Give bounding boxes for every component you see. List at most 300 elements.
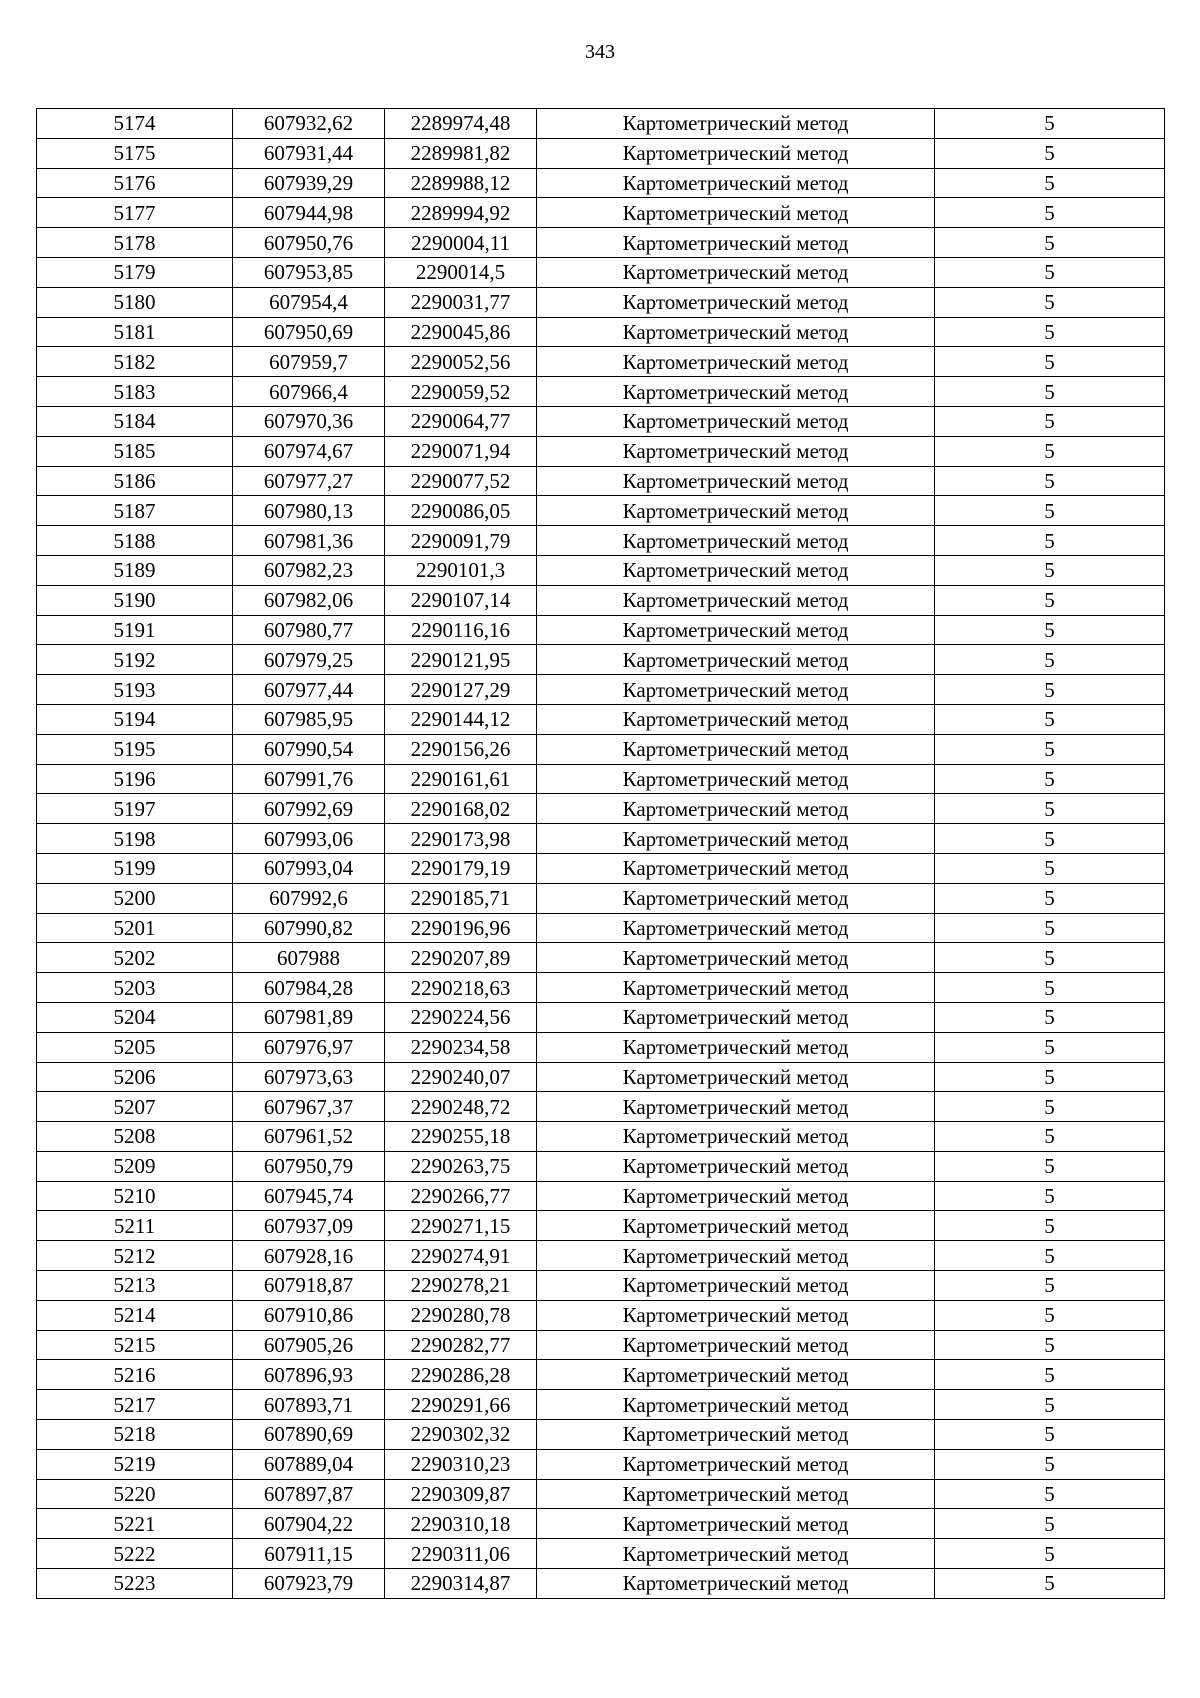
accuracy-cell: 5 <box>935 526 1165 556</box>
y-coordinate-cell: 2290280,78 <box>385 1300 537 1330</box>
table-row <box>37 1122 1165 1152</box>
method-cell: Картометрический метод <box>537 1449 935 1479</box>
method-cell: Картометрический метод <box>537 1181 935 1211</box>
y-coordinate-cell: 2290059,52 <box>385 377 537 407</box>
y-coordinate-cell: 2290274,91 <box>385 1241 537 1271</box>
point-number-cell: 5178 <box>37 228 233 258</box>
x-coordinate-cell: 607979,25 <box>233 645 385 675</box>
y-coordinate-cell: 2289994,92 <box>385 198 537 228</box>
point-number-cell: 5201 <box>37 913 233 943</box>
y-coordinate-cell: 2290077,52 <box>385 466 537 496</box>
method-cell: Картометрический метод <box>537 555 935 585</box>
x-coordinate-cell: 607897,87 <box>233 1479 385 1509</box>
method-cell: Картометрический метод <box>537 228 935 258</box>
point-number-cell: 5184 <box>37 406 233 436</box>
y-coordinate-cell: 2290248,72 <box>385 1092 537 1122</box>
table-row <box>37 406 1165 436</box>
method-cell: Картометрический метод <box>537 1241 935 1271</box>
table-row <box>37 1569 1165 1599</box>
x-coordinate-cell: 607931,44 <box>233 138 385 168</box>
table-row <box>37 585 1165 615</box>
accuracy-cell: 5 <box>935 1181 1165 1211</box>
point-number-cell: 5204 <box>37 1002 233 1032</box>
point-number-cell: 5215 <box>37 1330 233 1360</box>
table-row <box>37 1479 1165 1509</box>
x-coordinate-cell: 607982,23 <box>233 555 385 585</box>
accuracy-cell: 5 <box>935 645 1165 675</box>
accuracy-cell: 5 <box>935 406 1165 436</box>
accuracy-cell: 5 <box>935 675 1165 705</box>
accuracy-cell: 5 <box>935 1032 1165 1062</box>
page-number: 343 <box>585 41 615 63</box>
y-coordinate-cell: 2289981,82 <box>385 138 537 168</box>
point-number-cell: 5180 <box>37 287 233 317</box>
x-coordinate-cell: 607981,36 <box>233 526 385 556</box>
table-row <box>37 347 1165 377</box>
table-row <box>37 645 1165 675</box>
point-number-cell: 5206 <box>37 1062 233 1092</box>
table-row <box>37 1509 1165 1539</box>
y-coordinate-cell: 2290196,96 <box>385 913 537 943</box>
x-coordinate-cell: 607967,37 <box>233 1092 385 1122</box>
accuracy-cell: 5 <box>935 913 1165 943</box>
accuracy-cell: 5 <box>935 138 1165 168</box>
table-row <box>37 168 1165 198</box>
table-row <box>37 555 1165 585</box>
point-number-cell: 5220 <box>37 1479 233 1509</box>
method-cell: Картометрический метод <box>537 1211 935 1241</box>
point-number-cell: 5175 <box>37 138 233 168</box>
x-coordinate-cell: 607911,15 <box>233 1539 385 1569</box>
x-coordinate-cell: 607950,76 <box>233 228 385 258</box>
y-coordinate-cell: 2290179,19 <box>385 853 537 883</box>
method-cell: Картометрический метод <box>537 377 935 407</box>
method-cell: Картометрический метод <box>537 1569 935 1599</box>
method-cell: Картометрический метод <box>537 883 935 913</box>
x-coordinate-cell: 607896,93 <box>233 1360 385 1390</box>
table-row <box>37 794 1165 824</box>
x-coordinate-cell: 607910,86 <box>233 1300 385 1330</box>
y-coordinate-cell: 2290161,61 <box>385 764 537 794</box>
accuracy-cell: 5 <box>935 168 1165 198</box>
accuracy-cell: 5 <box>935 1479 1165 1509</box>
accuracy-cell: 5 <box>935 436 1165 466</box>
x-coordinate-cell: 607939,29 <box>233 168 385 198</box>
method-cell: Картометрический метод <box>537 1479 935 1509</box>
y-coordinate-cell: 2290309,87 <box>385 1479 537 1509</box>
method-cell: Картометрический метод <box>537 1330 935 1360</box>
y-coordinate-cell: 2290045,86 <box>385 317 537 347</box>
method-cell: Картометрический метод <box>537 436 935 466</box>
table-row <box>37 1449 1165 1479</box>
accuracy-cell: 5 <box>935 1062 1165 1092</box>
y-coordinate-cell: 2289974,48 <box>385 109 537 139</box>
x-coordinate-cell: 607928,16 <box>233 1241 385 1271</box>
accuracy-cell: 5 <box>935 555 1165 585</box>
method-cell: Картометрический метод <box>537 943 935 973</box>
accuracy-cell: 5 <box>935 794 1165 824</box>
table-row <box>37 257 1165 287</box>
accuracy-cell: 5 <box>935 257 1165 287</box>
method-cell: Картометрический метод <box>537 138 935 168</box>
method-cell: Картометрический метод <box>537 287 935 317</box>
method-cell: Картометрический метод <box>537 794 935 824</box>
x-coordinate-cell: 607961,52 <box>233 1122 385 1152</box>
y-coordinate-cell: 2290218,63 <box>385 973 537 1003</box>
point-number-cell: 5216 <box>37 1360 233 1390</box>
x-coordinate-cell: 607988 <box>233 943 385 973</box>
method-cell: Картометрический метод <box>537 257 935 287</box>
method-cell: Картометрический метод <box>537 1122 935 1152</box>
accuracy-cell: 5 <box>935 1330 1165 1360</box>
x-coordinate-cell: 607904,22 <box>233 1509 385 1539</box>
point-number-cell: 5222 <box>37 1539 233 1569</box>
method-cell: Картометрический метод <box>537 317 935 347</box>
point-number-cell: 5179 <box>37 257 233 287</box>
point-number-cell: 5194 <box>37 704 233 734</box>
y-coordinate-cell: 2290266,77 <box>385 1181 537 1211</box>
accuracy-cell: 5 <box>935 1300 1165 1330</box>
y-coordinate-cell: 2290116,16 <box>385 615 537 645</box>
y-coordinate-cell: 2290156,26 <box>385 734 537 764</box>
x-coordinate-cell: 607973,63 <box>233 1062 385 1092</box>
accuracy-cell: 5 <box>935 1122 1165 1152</box>
table-row <box>37 675 1165 705</box>
y-coordinate-cell: 2290207,89 <box>385 943 537 973</box>
method-cell: Картометрический метод <box>537 704 935 734</box>
point-number-cell: 5211 <box>37 1211 233 1241</box>
y-coordinate-cell: 2290071,94 <box>385 436 537 466</box>
x-coordinate-cell: 607991,76 <box>233 764 385 794</box>
accuracy-cell: 5 <box>935 1449 1165 1479</box>
accuracy-cell: 5 <box>935 883 1165 913</box>
table-row <box>37 1032 1165 1062</box>
x-coordinate-cell: 607976,97 <box>233 1032 385 1062</box>
y-coordinate-cell: 2290234,58 <box>385 1032 537 1062</box>
x-coordinate-cell: 607959,7 <box>233 347 385 377</box>
y-coordinate-cell: 2289988,12 <box>385 168 537 198</box>
y-coordinate-cell: 2290302,32 <box>385 1420 537 1450</box>
accuracy-cell: 5 <box>935 1211 1165 1241</box>
accuracy-cell: 5 <box>935 347 1165 377</box>
point-number-cell: 5210 <box>37 1181 233 1211</box>
x-coordinate-cell: 607977,27 <box>233 466 385 496</box>
point-number-cell: 5203 <box>37 973 233 1003</box>
table-row <box>37 1181 1165 1211</box>
x-coordinate-cell: 607954,4 <box>233 287 385 317</box>
accuracy-cell: 5 <box>935 585 1165 615</box>
table-row <box>37 853 1165 883</box>
accuracy-cell: 5 <box>935 1092 1165 1122</box>
y-coordinate-cell: 2290168,02 <box>385 794 537 824</box>
x-coordinate-cell: 607980,77 <box>233 615 385 645</box>
accuracy-cell: 5 <box>935 615 1165 645</box>
method-cell: Картометрический метод <box>537 1360 935 1390</box>
point-number-cell: 5193 <box>37 675 233 705</box>
method-cell: Картометрический метод <box>537 1002 935 1032</box>
y-coordinate-cell: 2290144,12 <box>385 704 537 734</box>
point-number-cell: 5187 <box>37 496 233 526</box>
method-cell: Картометрический метод <box>537 347 935 377</box>
y-coordinate-cell: 2290004,11 <box>385 228 537 258</box>
x-coordinate-cell: 607980,13 <box>233 496 385 526</box>
table-row <box>37 615 1165 645</box>
x-coordinate-cell: 607985,95 <box>233 704 385 734</box>
method-cell: Картометрический метод <box>537 1390 935 1420</box>
accuracy-cell: 5 <box>935 764 1165 794</box>
table-row <box>37 1330 1165 1360</box>
table-row <box>37 943 1165 973</box>
accuracy-cell: 5 <box>935 1420 1165 1450</box>
point-number-cell: 5209 <box>37 1151 233 1181</box>
y-coordinate-cell: 2290263,75 <box>385 1151 537 1181</box>
y-coordinate-cell: 2290311,06 <box>385 1539 537 1569</box>
x-coordinate-cell: 607937,09 <box>233 1211 385 1241</box>
table-row <box>37 764 1165 794</box>
accuracy-cell: 5 <box>935 1271 1165 1301</box>
x-coordinate-cell: 607990,82 <box>233 913 385 943</box>
table-row <box>37 1062 1165 1092</box>
point-number-cell: 5182 <box>37 347 233 377</box>
method-cell: Картометрический метод <box>537 824 935 854</box>
table-row <box>37 466 1165 496</box>
x-coordinate-cell: 607984,28 <box>233 973 385 1003</box>
x-coordinate-cell: 607970,36 <box>233 406 385 436</box>
y-coordinate-cell: 2290282,77 <box>385 1330 537 1360</box>
accuracy-cell: 5 <box>935 1539 1165 1569</box>
table-row <box>37 883 1165 913</box>
y-coordinate-cell: 2290121,95 <box>385 645 537 675</box>
x-coordinate-cell: 607990,54 <box>233 734 385 764</box>
coordinates-table-body <box>37 109 1165 1599</box>
y-coordinate-cell: 2290127,29 <box>385 675 537 705</box>
table-row <box>37 824 1165 854</box>
y-coordinate-cell: 2290255,18 <box>385 1122 537 1152</box>
point-number-cell: 5202 <box>37 943 233 973</box>
x-coordinate-cell: 607890,69 <box>233 1420 385 1450</box>
point-number-cell: 5183 <box>37 377 233 407</box>
x-coordinate-cell: 607918,87 <box>233 1271 385 1301</box>
y-coordinate-cell: 2290173,98 <box>385 824 537 854</box>
accuracy-cell: 5 <box>935 109 1165 139</box>
method-cell: Картометрический метод <box>537 764 935 794</box>
table-row <box>37 1092 1165 1122</box>
x-coordinate-cell: 607944,98 <box>233 198 385 228</box>
point-number-cell: 5177 <box>37 198 233 228</box>
accuracy-cell: 5 <box>935 377 1165 407</box>
table-row <box>37 198 1165 228</box>
table-row <box>37 1390 1165 1420</box>
y-coordinate-cell: 2290064,77 <box>385 406 537 436</box>
point-number-cell: 5213 <box>37 1271 233 1301</box>
method-cell: Картометрический метод <box>537 913 935 943</box>
table-row <box>37 526 1165 556</box>
method-cell: Картометрический метод <box>537 496 935 526</box>
point-number-cell: 5186 <box>37 466 233 496</box>
y-coordinate-cell: 2290314,87 <box>385 1569 537 1599</box>
method-cell: Картометрический метод <box>537 168 935 198</box>
point-number-cell: 5185 <box>37 436 233 466</box>
point-number-cell: 5207 <box>37 1092 233 1122</box>
point-number-cell: 5200 <box>37 883 233 913</box>
table-row <box>37 287 1165 317</box>
x-coordinate-cell: 607974,67 <box>233 436 385 466</box>
point-number-cell: 5218 <box>37 1420 233 1450</box>
point-number-cell: 5189 <box>37 555 233 585</box>
table-row <box>37 317 1165 347</box>
method-cell: Картометрический метод <box>537 1062 935 1092</box>
x-coordinate-cell: 607981,89 <box>233 1002 385 1032</box>
table-row <box>37 1271 1165 1301</box>
y-coordinate-cell: 2290091,79 <box>385 526 537 556</box>
y-coordinate-cell: 2290101,3 <box>385 555 537 585</box>
accuracy-cell: 5 <box>935 734 1165 764</box>
method-cell: Картометрический метод <box>537 1151 935 1181</box>
accuracy-cell: 5 <box>935 466 1165 496</box>
accuracy-cell: 5 <box>935 1002 1165 1032</box>
point-number-cell: 5217 <box>37 1390 233 1420</box>
x-coordinate-cell: 607905,26 <box>233 1330 385 1360</box>
point-number-cell: 5192 <box>37 645 233 675</box>
x-coordinate-cell: 607993,06 <box>233 824 385 854</box>
point-number-cell: 5208 <box>37 1122 233 1152</box>
method-cell: Картометрический метод <box>537 973 935 1003</box>
table-row <box>37 1211 1165 1241</box>
point-number-cell: 5221 <box>37 1509 233 1539</box>
table-row <box>37 496 1165 526</box>
y-coordinate-cell: 2290031,77 <box>385 287 537 317</box>
y-coordinate-cell: 2290310,23 <box>385 1449 537 1479</box>
accuracy-cell: 5 <box>935 1151 1165 1181</box>
accuracy-cell: 5 <box>935 228 1165 258</box>
accuracy-cell: 5 <box>935 287 1165 317</box>
point-number-cell: 5197 <box>37 794 233 824</box>
y-coordinate-cell: 2290224,56 <box>385 1002 537 1032</box>
accuracy-cell: 5 <box>935 1569 1165 1599</box>
method-cell: Картометрический метод <box>537 109 935 139</box>
method-cell: Картометрический метод <box>537 1032 935 1062</box>
y-coordinate-cell: 2290014,5 <box>385 257 537 287</box>
point-number-cell: 5188 <box>37 526 233 556</box>
accuracy-cell: 5 <box>935 943 1165 973</box>
table-row <box>37 1151 1165 1181</box>
y-coordinate-cell: 2290240,07 <box>385 1062 537 1092</box>
x-coordinate-cell: 607950,79 <box>233 1151 385 1181</box>
accuracy-cell: 5 <box>935 973 1165 1003</box>
accuracy-cell: 5 <box>935 1509 1165 1539</box>
table-row <box>37 1300 1165 1330</box>
method-cell: Картометрический метод <box>537 1092 935 1122</box>
method-cell: Картометрический метод <box>537 198 935 228</box>
method-cell: Картометрический метод <box>537 734 935 764</box>
table-row <box>37 1420 1165 1450</box>
coordinates-table <box>36 108 1165 1599</box>
point-number-cell: 5214 <box>37 1300 233 1330</box>
table-row <box>37 377 1165 407</box>
point-number-cell: 5181 <box>37 317 233 347</box>
x-coordinate-cell: 607889,04 <box>233 1449 385 1479</box>
table-row <box>37 704 1165 734</box>
point-number-cell: 5176 <box>37 168 233 198</box>
method-cell: Картометрический метод <box>537 526 935 556</box>
point-number-cell: 5199 <box>37 853 233 883</box>
accuracy-cell: 5 <box>935 704 1165 734</box>
x-coordinate-cell: 607982,06 <box>233 585 385 615</box>
y-coordinate-cell: 2290086,05 <box>385 496 537 526</box>
y-coordinate-cell: 2290278,21 <box>385 1271 537 1301</box>
accuracy-cell: 5 <box>935 317 1165 347</box>
method-cell: Картометрический метод <box>537 1509 935 1539</box>
y-coordinate-cell: 2290286,28 <box>385 1360 537 1390</box>
method-cell: Картометрический метод <box>537 645 935 675</box>
y-coordinate-cell: 2290310,18 <box>385 1509 537 1539</box>
table-row <box>37 109 1165 139</box>
x-coordinate-cell: 607977,44 <box>233 675 385 705</box>
point-number-cell: 5190 <box>37 585 233 615</box>
method-cell: Картометрический метод <box>537 1539 935 1569</box>
point-number-cell: 5196 <box>37 764 233 794</box>
y-coordinate-cell: 2290271,15 <box>385 1211 537 1241</box>
point-number-cell: 5195 <box>37 734 233 764</box>
table-row <box>37 436 1165 466</box>
x-coordinate-cell: 607992,6 <box>233 883 385 913</box>
method-cell: Картометрический метод <box>537 1300 935 1330</box>
point-number-cell: 5198 <box>37 824 233 854</box>
x-coordinate-cell: 607993,04 <box>233 853 385 883</box>
point-number-cell: 5223 <box>37 1569 233 1599</box>
accuracy-cell: 5 <box>935 1360 1165 1390</box>
accuracy-cell: 5 <box>935 1241 1165 1271</box>
table-row <box>37 734 1165 764</box>
method-cell: Картометрический метод <box>537 853 935 883</box>
x-coordinate-cell: 607945,74 <box>233 1181 385 1211</box>
table-row <box>37 973 1165 1003</box>
x-coordinate-cell: 607966,4 <box>233 377 385 407</box>
method-cell: Картометрический метод <box>537 585 935 615</box>
point-number-cell: 5174 <box>37 109 233 139</box>
method-cell: Картометрический метод <box>537 1271 935 1301</box>
table-row <box>37 1539 1165 1569</box>
y-coordinate-cell: 2290291,66 <box>385 1390 537 1420</box>
x-coordinate-cell: 607992,69 <box>233 794 385 824</box>
method-cell: Картометрический метод <box>537 1420 935 1450</box>
point-number-cell: 5219 <box>37 1449 233 1479</box>
y-coordinate-cell: 2290107,14 <box>385 585 537 615</box>
table-row <box>37 1241 1165 1271</box>
point-number-cell: 5205 <box>37 1032 233 1062</box>
x-coordinate-cell: 607932,62 <box>233 109 385 139</box>
accuracy-cell: 5 <box>935 853 1165 883</box>
accuracy-cell: 5 <box>935 198 1165 228</box>
y-coordinate-cell: 2290185,71 <box>385 883 537 913</box>
method-cell: Картометрический метод <box>537 406 935 436</box>
table-row <box>37 1002 1165 1032</box>
x-coordinate-cell: 607953,85 <box>233 257 385 287</box>
table-row <box>37 228 1165 258</box>
x-coordinate-cell: 607893,71 <box>233 1390 385 1420</box>
x-coordinate-cell: 607923,79 <box>233 1569 385 1599</box>
accuracy-cell: 5 <box>935 496 1165 526</box>
table-row <box>37 913 1165 943</box>
accuracy-cell: 5 <box>935 1390 1165 1420</box>
y-coordinate-cell: 2290052,56 <box>385 347 537 377</box>
method-cell: Картометрический метод <box>537 615 935 645</box>
table-row <box>37 138 1165 168</box>
method-cell: Картометрический метод <box>537 466 935 496</box>
point-number-cell: 5191 <box>37 615 233 645</box>
method-cell: Картометрический метод <box>537 675 935 705</box>
accuracy-cell: 5 <box>935 824 1165 854</box>
